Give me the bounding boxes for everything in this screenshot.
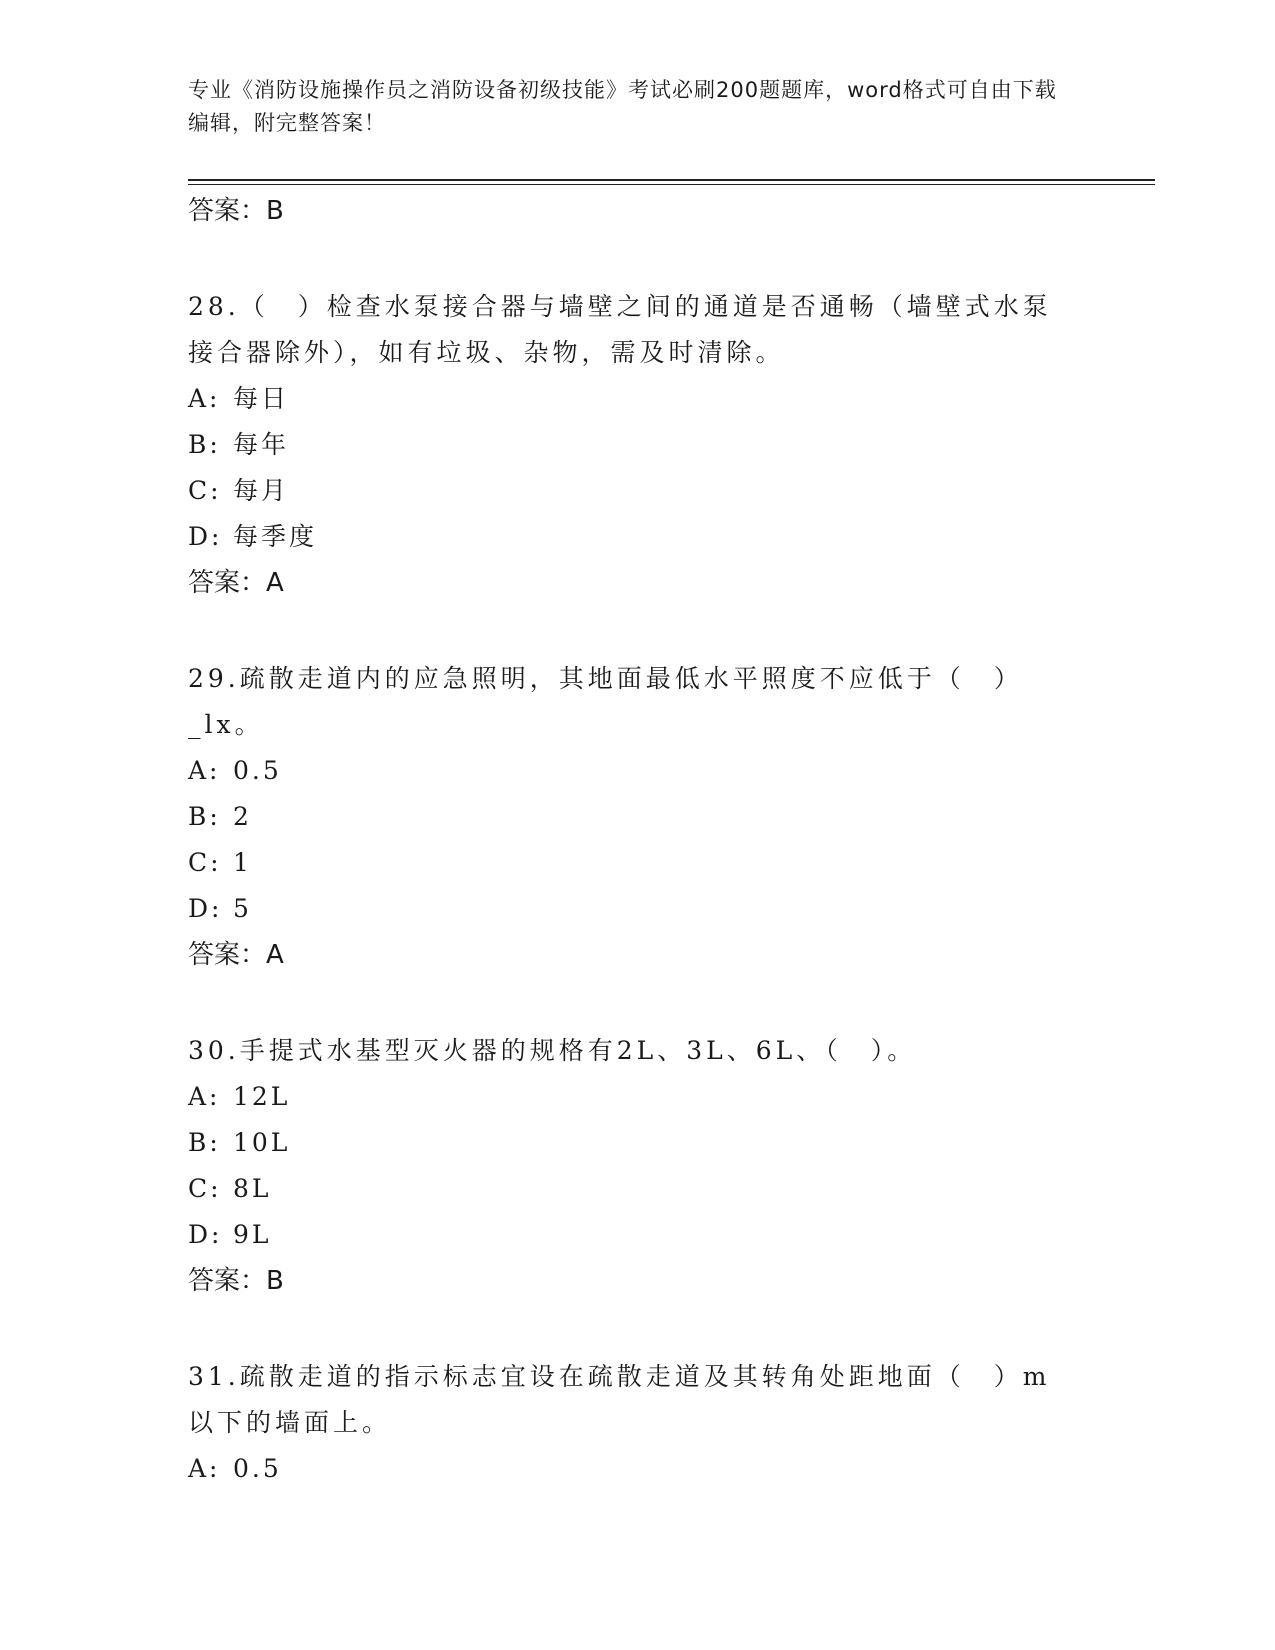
question-29 bbox=[188, 656, 1088, 978]
header-divider bbox=[188, 179, 1155, 181]
question-31 bbox=[188, 1354, 1088, 1492]
option-d bbox=[188, 1212, 1088, 1258]
option-c bbox=[188, 468, 1088, 514]
option-d bbox=[188, 514, 1088, 560]
option-text: 9L bbox=[233, 1220, 272, 1249]
option-key: A: bbox=[188, 384, 221, 413]
option-key: C: bbox=[188, 848, 222, 877]
option-text: 每年 bbox=[233, 430, 290, 459]
question-text: 29.疏散走道内的应急照明，其地面最低水平照度不应低于（ ）_lx。 bbox=[188, 664, 1023, 739]
option-text: 12L bbox=[233, 1082, 291, 1111]
option-key: A: bbox=[188, 1454, 221, 1483]
option-text: 2 bbox=[233, 802, 252, 831]
option-text: 每季度 bbox=[233, 522, 318, 551]
option-key: D: bbox=[188, 1220, 223, 1249]
option-a bbox=[188, 1074, 1088, 1120]
question-text: 31.疏散走道的指示标志宜设在疏散走道及其转角处距地面（ ）m以下的墙面上。 bbox=[188, 1362, 1051, 1437]
option-a bbox=[188, 376, 1088, 422]
document-header bbox=[188, 74, 1068, 140]
option-text: 每日 bbox=[233, 384, 290, 413]
option-d bbox=[188, 886, 1088, 932]
option-text: 每月 bbox=[233, 476, 290, 505]
option-b bbox=[188, 1120, 1088, 1166]
question-28 bbox=[188, 284, 1088, 606]
question-list bbox=[188, 188, 1088, 1492]
option-key: B: bbox=[188, 802, 221, 831]
header-title: 专业《消防设施操作员之消防设备初级技能》考试必刷200题题库，word格式可自由下载编辑，附完整答案！ bbox=[188, 78, 1057, 135]
answer-line: 答案：A bbox=[188, 940, 284, 970]
option-key: A: bbox=[188, 756, 221, 785]
option-text: 8L bbox=[233, 1174, 272, 1203]
option-b bbox=[188, 794, 1088, 840]
option-key: D: bbox=[188, 894, 223, 923]
header-divider-thin bbox=[188, 184, 1155, 185]
option-c bbox=[188, 1166, 1088, 1212]
option-text: 10L bbox=[233, 1128, 291, 1157]
option-text: 5 bbox=[233, 894, 252, 923]
option-text: 0.5 bbox=[233, 756, 282, 785]
option-a bbox=[188, 1446, 1088, 1492]
answer-line: 答案：B bbox=[188, 196, 284, 226]
answer-line: 答案：A bbox=[188, 568, 284, 598]
question-30 bbox=[188, 1028, 1088, 1304]
question-text: 30.手提式水基型灭火器的规格有2L、3L、6L、（ ）。 bbox=[188, 1036, 917, 1065]
option-text: 1 bbox=[233, 848, 252, 877]
option-c bbox=[188, 840, 1088, 886]
option-text: 0.5 bbox=[233, 1454, 282, 1483]
option-key: A: bbox=[188, 1082, 221, 1111]
option-key: B: bbox=[188, 1128, 221, 1157]
option-key: C: bbox=[188, 1174, 222, 1203]
question-text: 28.（ ）检查水泵接合器与墙壁之间的通道是否通畅（墙壁式水泵接合器除外），如有垃圾、杂物，需及时清除。 bbox=[188, 292, 1052, 367]
option-a bbox=[188, 748, 1088, 794]
option-key: B: bbox=[188, 430, 221, 459]
option-key: D: bbox=[188, 522, 223, 551]
option-b bbox=[188, 422, 1088, 468]
option-key: C: bbox=[188, 476, 222, 505]
answer-line: 答案：B bbox=[188, 1266, 284, 1296]
